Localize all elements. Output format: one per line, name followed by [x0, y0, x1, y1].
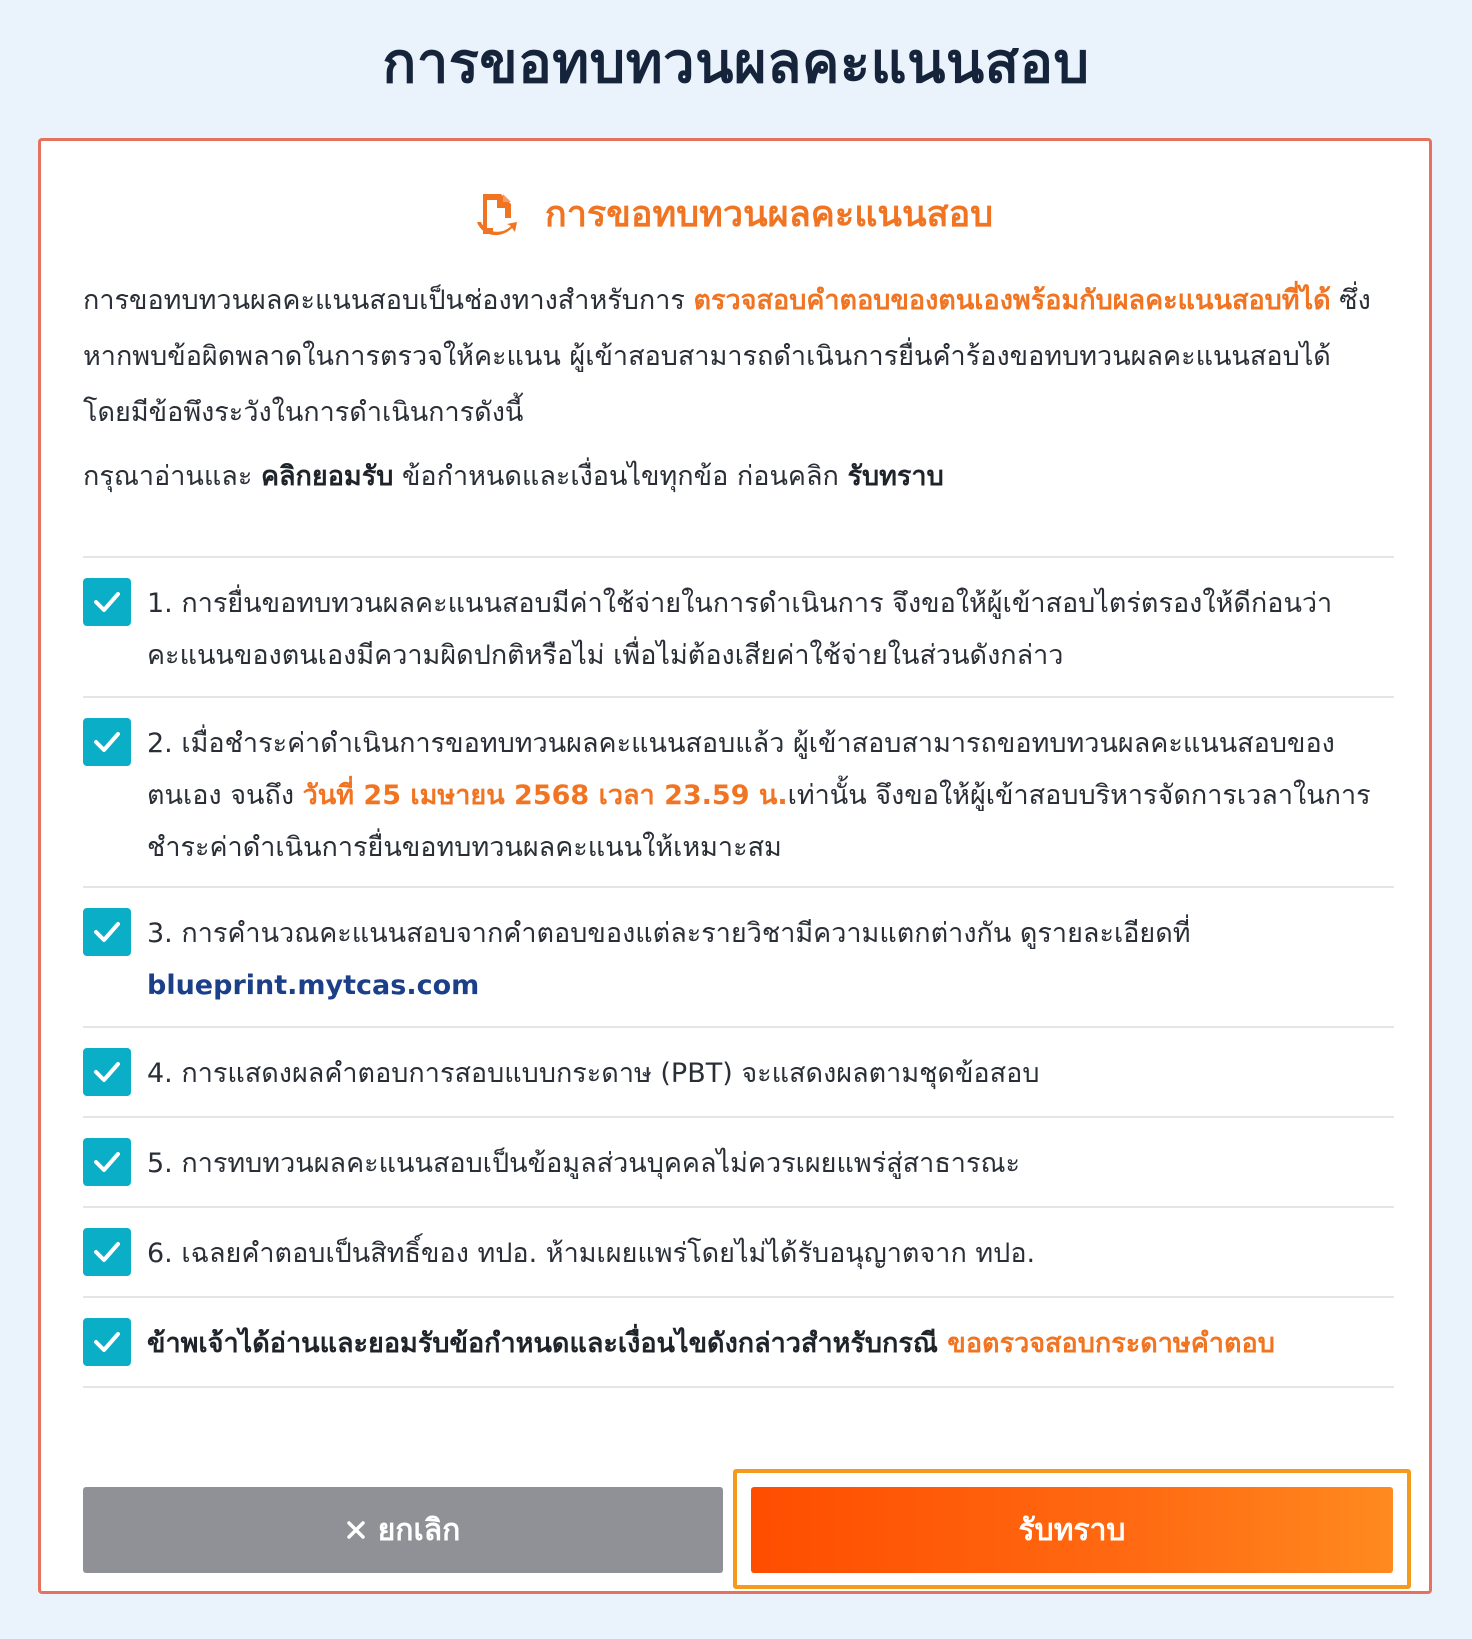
term-text-6: 6. เฉลยคำตอบเป็นสิทธิ์ของ ทปอ. ห้ามเผยแพร่โดยไม่ได้รับอนุญาตจาก ทปอ.	[147, 1238, 1036, 1269]
page-title: การขอทบทวนผลคะแนนสอบ	[382, 31, 1090, 96]
checkmark-icon	[93, 1061, 121, 1083]
term-checkbox-5[interactable]	[83, 1138, 131, 1186]
accept-all-text: ข้าพเจ้าได้อ่านและยอมรับข้อกำหนดและเงื่อนไขดังกล่าวสำหรับกรณี	[147, 1328, 948, 1359]
term-item-accept-all	[83, 1298, 1394, 1388]
intro-part1: การขอทบทวนผลคะแนนสอบเป็นช่องทางสำหรับการ	[83, 285, 694, 316]
card-heading	[41, 185, 1429, 242]
instruction-bold-accept: คลิกยอมรับ	[260, 461, 394, 492]
term-item-1	[83, 558, 1394, 698]
checkmark-icon	[93, 731, 121, 753]
term-item-4	[83, 1028, 1394, 1118]
checkmark-icon	[93, 921, 121, 943]
intro-text	[83, 273, 1383, 441]
term-2-text-before: 2. เมื่อชำระค่าดำเนินการขอทบทวนผลคะแนนสอบแล้ว ผู้เข้าสอบสามารถขอทบทวนผลคะแนนสอบของ ตนเอง จนถึง	[147, 728, 1335, 811]
intro-part2: ซึ่งหากพบข้อผิดพลาดในการตรวจให้คะแนน ผู้เข้าสอบสามารถดำเนินการยื่นคำร้องขอทบทวนผลคะแนนสอบได้ โดยมีข้อพึงระวังในการดำเนินการดังนี้	[83, 285, 1371, 428]
card-title: การขอทบทวนผลคะแนนสอบ	[544, 194, 994, 235]
term-checkbox-1[interactable]	[83, 578, 131, 626]
terms-list	[83, 556, 1394, 1388]
instruction-bold-acknowledge: รับทราบ	[847, 461, 944, 492]
term-checkbox-3[interactable]	[83, 908, 131, 956]
blueprint-link[interactable]: blueprint.mytcas.com	[147, 970, 480, 1001]
cancel-button-label: ยกเลิก	[377, 1512, 461, 1548]
term-text-1: 1. การยื่นขอทบทวนผลคะแนนสอบมีค่าใช้จ่ายในการดำเนินการ จึงขอให้ผู้เข้าสอบไตร่ตรองให้ดีก่อนว่า คะแนนของตนเองมีความผิดปกติหรือไม่ เพื่อไม่ต้องเสียค่าใช้จ่ายในส่วนดังกล่าว	[147, 588, 1333, 671]
term-text-4: 4. การแสดงผลคำตอบการสอบแบบกระดาษ (PBT) จะแสดงผลตามชุดข้อสอบ	[147, 1058, 1040, 1089]
term-text-3	[147, 908, 1394, 1012]
checkmark-icon	[93, 1241, 121, 1263]
checkmark-icon	[93, 1151, 121, 1173]
term-text-5: 5. การทบทวนผลคะแนนสอบเป็นข้อมูลส่วนบุคคลไม่ควรเผยแพร่สู่สาธารณะ	[147, 1148, 1021, 1179]
term-checkbox-accept-all[interactable]	[83, 1318, 131, 1366]
term-text-accept-all	[147, 1318, 1394, 1370]
review-terms-card	[38, 138, 1432, 1594]
term-item-6	[83, 1208, 1394, 1298]
term-text-2	[147, 718, 1394, 874]
instruction-part1: กรุณาอ่านและ	[83, 461, 261, 492]
instruction-part2: ข้อกำหนดและเงื่อนไขทุกข้อ ก่อนคลิก	[393, 461, 848, 492]
document-return-icon	[477, 192, 519, 236]
instruction-text	[83, 457, 1383, 497]
term-item-3	[83, 888, 1394, 1028]
term-checkbox-2[interactable]	[83, 718, 131, 766]
accept-all-highlight: ขอตรวจสอบกระดาษคำตอบ	[947, 1328, 1275, 1359]
close-icon	[346, 1520, 366, 1540]
intro-highlight: ตรวจสอบคำตอบของตนเองพร้อมกับผลคะแนนสอบที่ได้	[693, 285, 1331, 316]
term-item-2	[83, 698, 1394, 888]
term-checkbox-4[interactable]	[83, 1048, 131, 1096]
term-2-text-after: เท่านั้น จึงขอให้ผู้เข้าสอบบริหารจัดการเวลาในการชำระค่าดำเนินการยื่นขอทบทวนผลคะแนนให้เหมาะสม	[147, 780, 1371, 863]
deadline-date: วันที่ 25 เมษายน 2568 เวลา 23.59 น.	[302, 780, 788, 811]
accept-button[interactable]	[751, 1487, 1393, 1573]
checkmark-icon	[93, 1331, 121, 1353]
term-checkbox-6[interactable]	[83, 1228, 131, 1276]
cancel-button[interactable]	[83, 1487, 723, 1573]
term-item-5	[83, 1118, 1394, 1208]
term-3-text: 3. การคำนวณคะแนนสอบจากคำตอบของแต่ละรายวิชามีความแตกต่างกัน ดูรายละเอียดที่	[147, 918, 1191, 949]
accept-button-label: รับทราบ	[1018, 1512, 1126, 1548]
checkmark-icon	[93, 591, 121, 613]
